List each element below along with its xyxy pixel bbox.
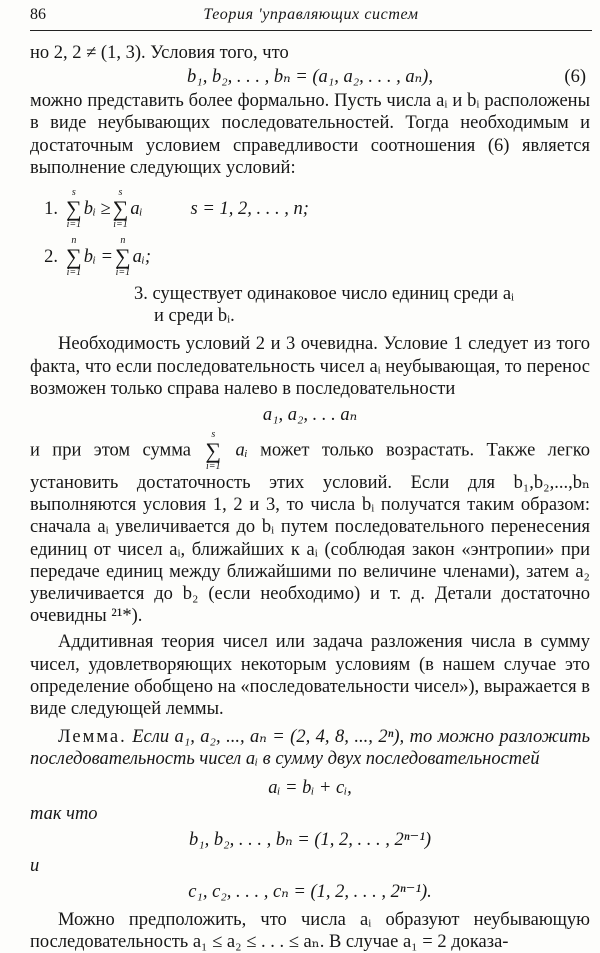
condition-2 [30, 233, 590, 281]
and-label: и [30, 855, 40, 876]
condition-2-rhs: aᵢ; [132, 246, 152, 267]
inline-sum-symbol: s ∑ i=1 [205, 429, 222, 473]
lemma-title: Лемма. [58, 727, 127, 748]
condition-1-rhs: aᵢ [130, 198, 143, 219]
inline-sum-variable: aᵢ [235, 440, 248, 461]
condition-2-sum-symbol-2: n ∑ i=1 [114, 235, 131, 279]
condition-3-text: существует одинаковое число единиц среди aᵢ [152, 284, 515, 305]
page-number: 86 [30, 6, 46, 23]
page-body [30, 42, 590, 953]
paragraph-necessity: Необходимость условий 2 и 3 очевидна. Условие 1 следует из того факта, что если последовательность чисел aᵢ неубывающая, то перенос возможен только справа налево в последовательности [30, 334, 590, 399]
condition-2-lhs: bᵢ = [83, 246, 113, 267]
condition-3-continuation: и среди bᵢ. [154, 306, 235, 327]
condition-2-sum-symbol: n ∑ i=1 [66, 235, 82, 279]
lemma-text: Если a₁, a₂, ..., aₙ = (2, 4, 8, ..., 2ⁿ), то можно разложить последовательность чисел aᵢ в сумму двух последовательностей [30, 727, 590, 770]
equation-ai: aᵢ = bᵢ + cᵢ, [268, 777, 352, 798]
condition-1-sum-symbol: s ∑ i=1 [66, 187, 82, 231]
paragraph-sufficiency [30, 430, 590, 627]
running-title: Теория 'управляющих систем [203, 6, 419, 23]
sum-line-before: и при этом сумма [30, 440, 192, 461]
equation-6 [30, 64, 590, 90]
lemma [30, 726, 590, 770]
equation-6-body: b₁, b₂, . . . , bₙ = (a₁, a₂, . . . , aₙ), [187, 67, 433, 88]
condition-3-number: 3. [134, 284, 148, 305]
equation-6-number: (6) [564, 67, 586, 88]
condition-1-range: s = 1, 2, . . . , n; [190, 198, 309, 219]
condition-1-sum-symbol-2: s ∑ i=1 [112, 187, 129, 231]
equation-b: b₁, b₂, . . . , bₙ = (1, 2, . . . , 2ⁿ⁻¹) [188, 829, 432, 850]
page-header [30, 0, 592, 31]
condition-1-lhs: bᵢ ≥ [83, 198, 111, 219]
paragraph-additive-theory: Аддитивная теория чисел или задача разложения числа в сумму чисел, удовлетворяющих некоторым условиям (в нашем случае это определение обобщено на «последовательности чисел»), выражается в виде следующей леммы. [30, 632, 590, 720]
condition-1-number: 1. [44, 198, 58, 219]
intro-line: но 2, 2 ≠ (1, 3). Условия того, что [30, 43, 289, 63]
sufficiency-text: установить достаточность этих условий. Если для b₁,b₂,...,bₙ выполняются условия 1, 2 и 3, то числа bᵢ получатся таким образом: сначала aᵢ увеличивается до bᵢ путем последовательного перенесения единиц от чисел aᵢ, ближайших к aᵢ (соблюдая закон «энтропии» при передаче единиц между ближайшими по величине членами), затем a₂ увеличивается до b₂ (если необходимо) и т. д. Детали достаточно очевидны ²¹*). [30, 473, 590, 627]
paragraph-conditions-intro: можно представить более формально. Пусть числа aᵢ и bᵢ расположены в виде неубывающих последовательностей. Тогда необходимым и достаточным условием справедливости соотношения (6) является выполнение следующих условий: [30, 91, 590, 178]
condition-3 [30, 283, 590, 327]
equation-c: c₁, c₂, . . . , cₙ = (1, 2, . . . , 2ⁿ⁻¹). [188, 881, 432, 902]
sequence-equation: a₁, a₂, . . . aₙ [262, 405, 358, 426]
condition-1 [30, 185, 590, 233]
sum-line-after: может только возрастать. Также легко [260, 440, 591, 461]
paragraph-final: Можно предположить, что числа aᵢ образуют неубывающую последовательность a₁ ≤ a₂ ≤ . . . ≤ aₙ. В случае a₁ = 2 доказа- [30, 909, 590, 952]
so-that-label: так что [30, 803, 98, 824]
condition-2-number: 2. [44, 246, 58, 267]
